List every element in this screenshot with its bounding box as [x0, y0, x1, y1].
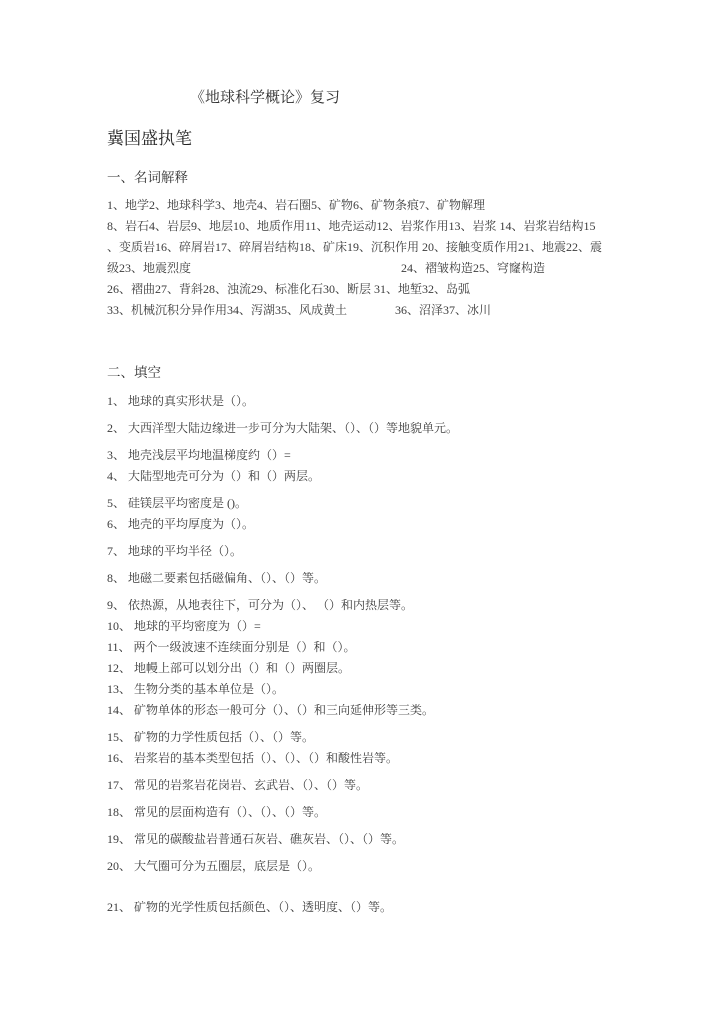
- terms-line-1: 1、地学2、地球科学3、地壳4、岩石圈5、矿物6、矿物条痕7、矿物解理: [107, 198, 486, 212]
- terms-paragraph: [107, 195, 623, 321]
- fill-item-7: 7、 地球的平均半径（）。: [107, 545, 243, 558]
- fill-item-2: 2、 大西洋型大陆边缘进一步可分为大陆架、（）、（）等地貌单元。: [107, 422, 459, 435]
- terms-line-2: 8、岩石4、岩层9、地层10、地质作用11、地壳运动12、岩浆作用13、岩浆 14、岩浆岩结构15: [107, 219, 596, 233]
- fill-item-11: 11、 两个一级波速不连续面分别是（）和（）。: [107, 641, 356, 654]
- fill-item-3: 3、 地壳浅层平均地温梯度约（）=: [107, 449, 291, 462]
- fill-item-1: 1、 地球的真实形状是（）。: [107, 395, 255, 408]
- terms-line-4: 级23、地震烈度 24、褶皱构造25、穹窿构造: [107, 261, 546, 275]
- fill-item-20: 20、 大气圈可分为五圈层，底层是（）。: [107, 860, 321, 873]
- fill-item-15: 15、 矿物的力学性质包括（）、（）等。: [107, 731, 315, 744]
- fill-item-9: 9、 依热源，从地表往下，可分为（）、 （）和内热层等。: [107, 599, 414, 612]
- terms-section-heading: 一、名词解释: [107, 170, 188, 185]
- fill-item-6: 6、 地壳的平均厚度为（）。: [107, 518, 255, 531]
- fill-list: [107, 395, 623, 914]
- fill-item-5: 5、 硅镁层平均密度是 ()。: [107, 497, 247, 510]
- fill-item-8: 8、 地磁二要素包括磁偏角、（）、（）等。: [107, 572, 327, 585]
- fill-item-19: 19、 常见的碳酸盐岩普通石灰岩、礁灰岩、（）、（）等。: [107, 833, 405, 846]
- fill-item-12: 12、 地幔上部可以划分出（）和（）两圈层。: [107, 662, 351, 675]
- fill-item-4: 4、 大陆型地壳可分为（）和（）两层。: [107, 470, 321, 483]
- fill-item-10: 10、 地球的平均密度为（）=: [107, 620, 261, 633]
- fill-item-21: 21、 矿物的光学性质包括颜色、（）、透明度、（）等。: [107, 901, 393, 914]
- fill-item-18: 18、 常见的层面构造有（）、（）、（）等。: [107, 806, 327, 819]
- terms-line-6: 33、机械沉积分异作用34、泻湖35、风成黄土 36、沼泽37、冰川: [107, 303, 492, 317]
- author-byline: 冀国盛执笔: [107, 129, 192, 148]
- terms-line-5: 26、褶曲27、背斜28、浊流29、标准化石30、断层 31、地堑32、岛弧: [107, 282, 471, 296]
- fill-item-16: 16、 岩浆岩的基本类型包括（）、（）、（）和酸性岩等。: [107, 752, 399, 765]
- fill-item-17: 17、 常见的岩浆岩花岗岩、玄武岩、（）、（）等。: [107, 779, 369, 792]
- fill-item-14: 14、 矿物单体的形态一般可分（）、（）和三向延伸形等三类。: [107, 704, 435, 717]
- document-title: 《地球科学概论》复习: [190, 90, 341, 106]
- terms-line-3: 、变质岩16、碎屑岩17、碎屑岩结构18、矿床19、沉积作用 20、接触变质作用21、地震22、震: [107, 240, 603, 254]
- fill-item-13: 13、 生物分类的基本单位是（）。: [107, 683, 285, 696]
- document-content: [107, 86, 623, 928]
- fill-section-heading: 二、填空: [107, 365, 161, 380]
